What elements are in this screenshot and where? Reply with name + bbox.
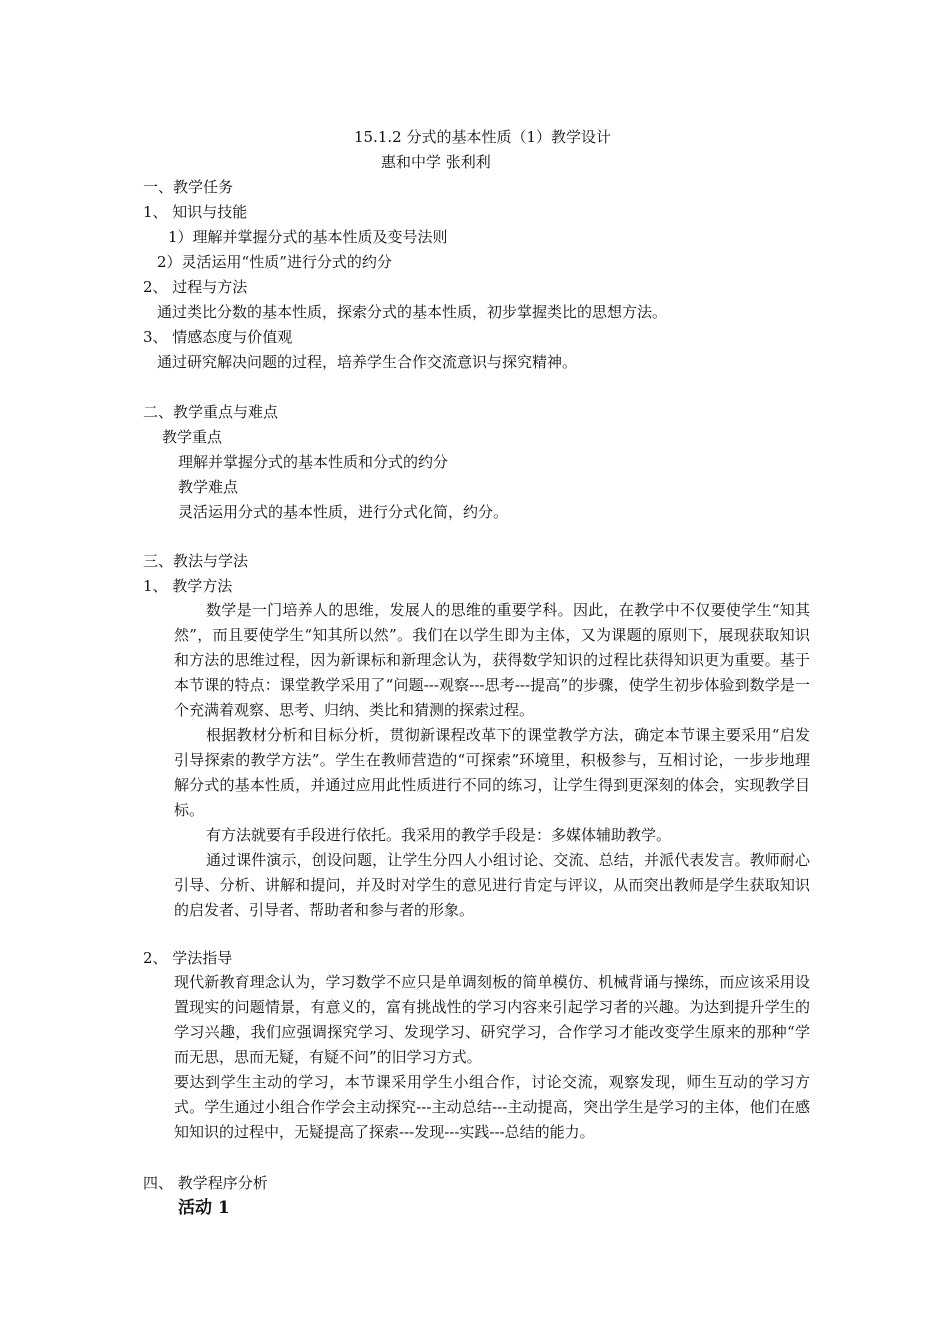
paragraph-method-4: 通过课件演示，创设问题，让学生分四人小组讨论、交流、总结，并派代表发言。教师耐心引导、分析、讲解和提问，并及时对学生的意见进行肯定与评议，从而突出教师是学生获取知识的启发者、引导者、帮助者和参与者的形象。 [174, 851, 810, 919]
paragraph-guidance-1: 现代新教育理念认为，学习数学不应只是单调刻板的简单模仿、机械背诵与操练，而应该采用设置现实的问题情景，有意义的，富有挑战性的学习内容来引起学习者的兴趣。为达到提升学生的学习兴趣，我们应强调探究学习、发现学习、研究学习，合作学习才能改变学生原来的那种“学而无思，思而无疑，有疑不问”的旧学习方式。 [174, 973, 810, 1066]
section-heading-2: 二、教学重点与难点 [143, 403, 279, 421]
paragraph-method-1: 数学是一门培养人的思维，发展人的思维的重要学科。因此，在教学中不仅要使学生“知其然”，而且要使学生“知其所以然”。我们在以学生即为主体，又为课题的原则下，展现获取知识和方法的思维过程，因为新课标和新理念认为，获得数学知识的过程比获得知识更为重要。基于本节课的特点：课堂教学采用了“问题---观察---思考---提高”的步骤，使学生初步体验到数学是一个充满着观察、思考、归纳、类比和猜测的探索过程。 [174, 601, 810, 719]
item-knowledge-sub1: 1）理解并掌握分式的基本性质及变号法则 [168, 228, 448, 246]
section-heading-1: 一、教学任务 [143, 178, 234, 196]
item-knowledge-skills: 1、 知识与技能 [143, 203, 248, 221]
section-heading-4: 四、 教学程序分析 [143, 1174, 268, 1192]
section-heading-3: 三、教法与学法 [143, 552, 249, 570]
difficulty-text: 灵活运用分式的基本性质，进行分式化简，约分。 [178, 503, 509, 521]
difficulty-label: 教学难点 [178, 478, 239, 496]
item-learning-guidance: 2、 学法指导 [143, 949, 233, 967]
paragraph-guidance-2: 要达到学生主动的学习，本节课采用学生小组合作，讨论交流，观察发现，师生互动的学习方式。学生通过小组合作学会主动探究---主动总结---主动提高，突出学生是学习的主体，他们在感知知识的过程中，无疑提高了探索---发现---实践---总结的能力。 [174, 1073, 810, 1141]
key-point-label: 教学重点 [162, 428, 223, 446]
item-process-method: 2、 过程与方法 [143, 278, 248, 296]
item-process-text: 通过类比分数的基本性质，探索分式的基本性质，初步掌握类比的思想方法。 [157, 303, 668, 321]
item-attitude: 3、 情感态度与价值观 [143, 328, 293, 346]
paragraph-method-3: 有方法就要有手段进行依托。我采用的教学手段是：多媒体辅助教学。 [206, 826, 672, 844]
item-teaching-method: 1、 教学方法 [143, 577, 233, 595]
key-point-text: 理解并掌握分式的基本性质和分式的约分 [178, 453, 449, 471]
paragraph-method-2: 根据教材分析和目标分析，贯彻新课程改革下的课堂教学方法，确定本节课主要采用“启发引导探索的教学方法”。学生在教师营造的“可探索”环境里，积极参与，互相讨论，一步步地理解分式的基本性质，并通过应用此性质进行不同的练习，让学生得到更深刻的体会，实现教学目标。 [174, 726, 810, 819]
document-author: 惠和中学 张利利 [381, 153, 491, 171]
item-knowledge-sub2: 2）灵活运用“性质”进行分式的约分 [157, 253, 392, 271]
document-title: 15.1.2 分式的基本性质（1）教学设计 [354, 128, 612, 146]
activity-heading: 活动 1 [178, 1198, 230, 1218]
item-attitude-text: 通过研究解决问题的过程，培养学生合作交流意识与探究精神。 [157, 353, 578, 371]
